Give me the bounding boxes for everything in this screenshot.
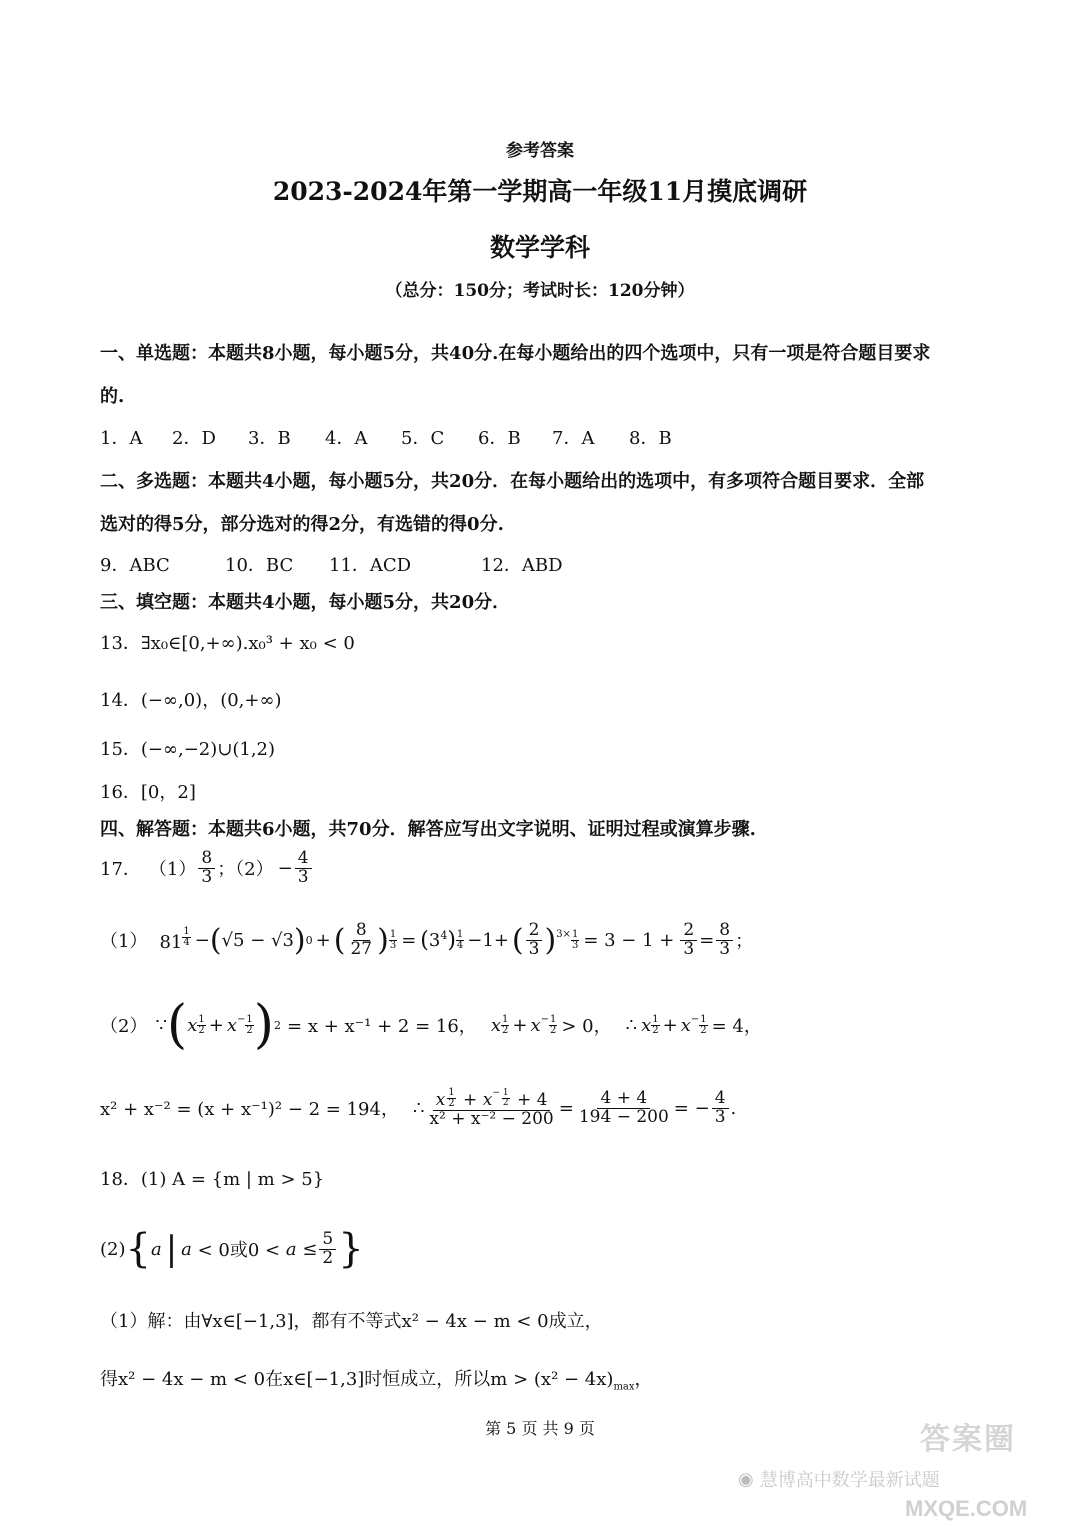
answer-16: 16．[0，2] [100,782,196,803]
answer-3: 3．B [248,428,291,449]
q18-answer-2: (2) { a | a < 0或0 < a ≤ $\frac{5}{2}$ } [100,1226,364,1272]
q17-sol1-prefix: （1） [100,931,148,952]
q17-part1: （1） [148,859,197,880]
q17-label: 17． [100,859,141,880]
section1-heading-cont: 的. [100,386,125,407]
section2-heading: 二、多选题：本题共4小题，每小题5分，共20分．在每小题给出的选项中，有多项符合题目要求．全部 [100,471,925,492]
answer-10: 10．BC [225,555,294,576]
watermark-text: 慧博高中数学最新试题 [759,1470,940,1491]
answer-7: 7．A [552,428,595,449]
answer-11: 11．ACD [329,555,412,576]
watermark [738,1466,940,1492]
q17-sol2-result: = 4， [711,1016,762,1037]
answer-8: 8．B [629,428,672,449]
q17-sol3-den-left: x² + x⁻² − 200 [429,1108,554,1129]
section1-answers [100,424,672,450]
section2-heading-cont: 选对的得5分，部分选对的得2分，有选错的得0分. [100,514,504,535]
section1-heading: 一、单选题：本题共8小题，每小题5分，共40分.在每小题给出的四个选项中，只有一项是符合题目要求 [100,343,931,364]
q18-answer-2-prefix: (2) [100,1238,126,1260]
answer-15: 15．(−∞,−2)∪(1,2) [100,739,276,760]
section4-heading: 四、解答题：本题共6小题，共70分．解答应写出文字说明、证明过程或演算步骤. [100,819,756,840]
answer-1: 1．A [100,428,143,449]
q17-sol2-prefix: （2） [100,1016,148,1037]
q17-solution-1: （1） 81 $\frac{1}{4}$ − ( √5 − √3 ) 0 + ( $\frac{8}{27}$ ) $\frac{1}{3}$ = ( $3^4$ ) $\frac{1}{4}$ −1+ ( $\frac{2}{3}$ ) 3× $\frac{1}{3}$ = 3 − 1 + $\frac{2}{3}$ = $\frac{8}{3}$ ； [100,919,754,959]
q17-sol2-eq1: = x + x⁻¹ + 2 = 16， [287,1016,477,1037]
answer-12: 12．ABD [481,555,563,576]
answer-4: 4．A [325,428,368,449]
q17-sol3-den: 194 − 200 [578,1106,669,1127]
q17-sol2-ineq: > 0， [561,1016,612,1037]
q18-sol2-text: 得x² − 4x − m < 0在x∈[−1,3]时恒成立，所以m > (x² − 4x) [100,1369,614,1390]
answer-9: 9．ABC [100,555,170,576]
section2-answers [100,551,563,577]
q17-solution-3: x² + x⁻² = (x + x⁻¹)² − 2 = 194， ∴ x $\frac{1}{2}$ + $x^{- \frac{1}{2}}$ + 4 x² + x⁻² − 200 = $\frac{4 + 4}{194 - 200}$ = − $\frac{4}{3}$ . [100,1086,737,1129]
q18-sol2-sub: max [613,1381,635,1393]
exam-meta: （总分：150分；考试时长：120分钟） [385,281,695,301]
q17-sol3-eq: x² + x⁻² = (x + x⁻¹)² − 2 = 194， [100,1099,399,1120]
section3-heading: 三、填空题：本题共4小题，每小题5分，共20分． [100,592,511,613]
q17-part2: ；（2） [217,859,274,880]
watermark-site: MXQE.COM [905,1496,1028,1521]
q17-sol3-num: 4 + 4 [597,1090,650,1109]
q17-solution-2: （2） ∵ ( x $\frac{1}{2}$ + x − $\frac{1}{2}$ ) 2 = x + x⁻¹ + 2 = 16， x $\frac{1}{2}$ + x − $\frac{1}{2}$ > 0， ∴ x $\frac{1}{2}$ + x − $\frac{1}{2}$ = 4， [100,995,762,1055]
watermark-logo: 答案圈 [920,1422,1016,1457]
header-label: 参考答案 [506,141,574,161]
page-number: 第 5 页 共 9 页 [485,1419,595,1438]
wechat-icon: ◉ [738,1468,754,1490]
q18-answer-1: 18．(1) A = {m | m > 5} [100,1169,325,1190]
q18-solution-1: （1）解：由∀x∈[−1,3]，都有不等式x² − 4x − m < 0成立， [100,1311,603,1332]
q17-answer2: $\frac{4}{3}$ [295,850,312,887]
q18-sol2-end: ， [634,1369,653,1390]
q17-answer1: $\frac{8}{3}$ [198,850,215,887]
answer-5: 5．C [401,428,445,449]
answer-6: 6．B [478,428,521,449]
answer-13: 13．∃x₀∈[0,+∞).x₀³ + x₀ < 0 [100,633,355,654]
q17-answers: 17． （1） $\frac{8}{3}$ ；（2） − $\frac{4}{3}$ [100,845,314,891]
answer-2: 2．D [172,428,216,449]
answer-14: 14．(−∞,0)，(0,+∞) [100,690,282,711]
subject-title: 数学学科 [489,233,590,262]
page-title: 2023-2024年第一学期高一年级11月摸底调研 [272,177,808,206]
q18-solution-2 [100,1365,653,1393]
